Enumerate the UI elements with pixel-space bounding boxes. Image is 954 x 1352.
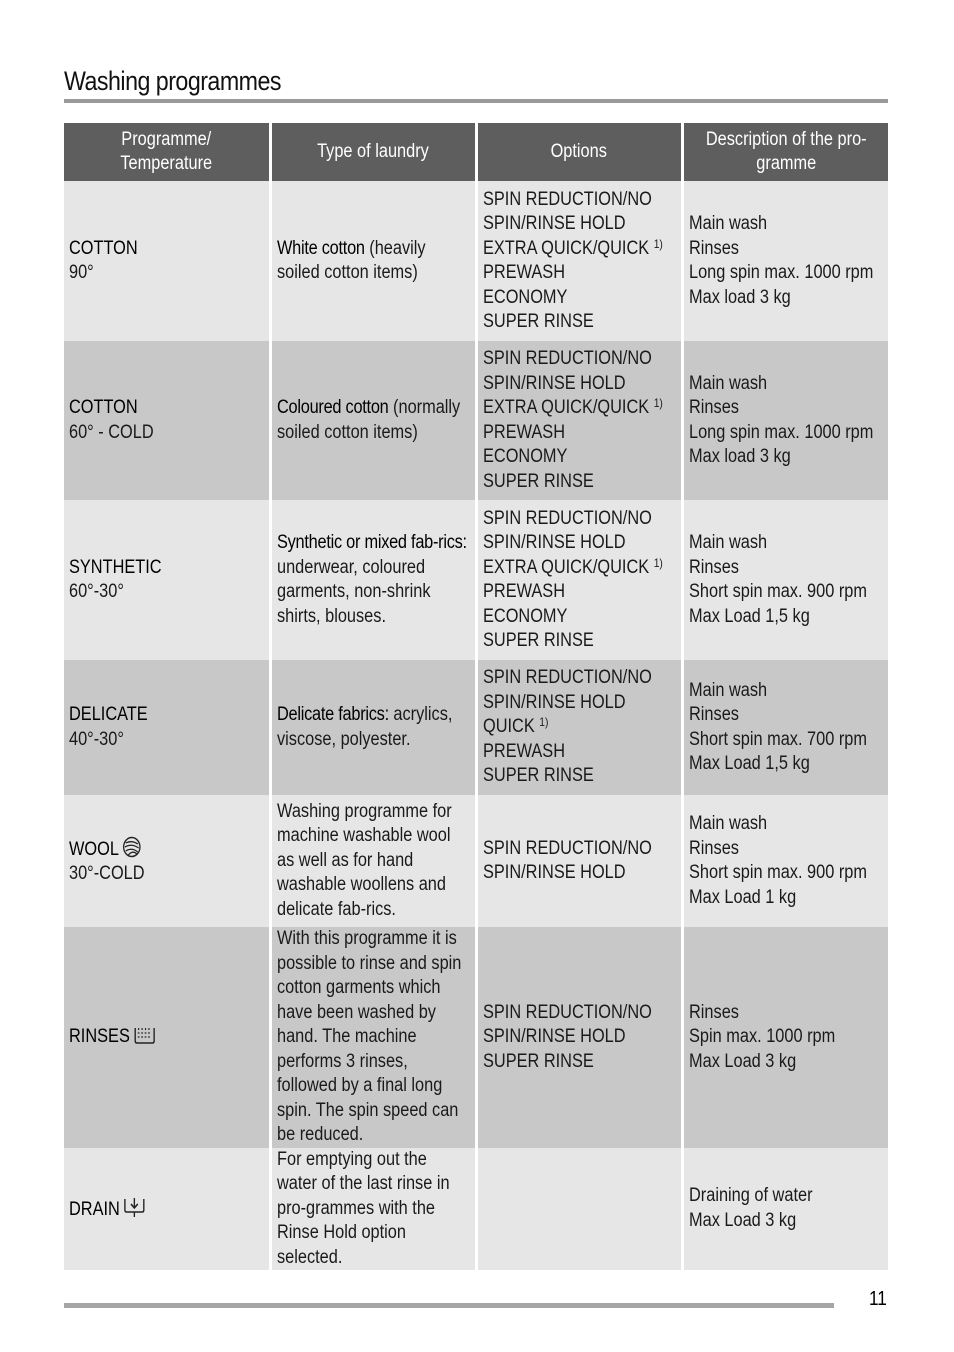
laundry-cell [270, 341, 476, 500]
options-cell [476, 1148, 682, 1271]
laundry-type: Delicate fabrics: [276, 704, 389, 725]
laundry-detail: With this programme it is possible to rinse and spin cotton garments which have been washed by hand. The machine performs 3 rinses, followed by a final long spin. The spin speed can be reduced. [276, 928, 461, 1145]
description-line: Short spin max. 900 rpm [688, 862, 867, 883]
laundry-detail: (normally soiled cotton items) [276, 397, 460, 443]
options-cell [476, 181, 682, 341]
description-line: Rinses [688, 237, 739, 259]
description-line: Draining of water [688, 1185, 813, 1207]
washing-programmes-table [64, 123, 888, 1270]
option-item: SPIN REDUCTION/NO SPIN/RINSE HOLD [482, 1001, 652, 1047]
option-item: EXTRA QUICK/QUICK $^{1)}$ [482, 236, 663, 259]
option-item: SPIN REDUCTION/NO SPIN/RINSE HOLD [482, 188, 652, 234]
option-item: EXTRA QUICK/QUICK $^{1)}$ [482, 555, 663, 578]
table-row [64, 181, 888, 341]
programme-name-line [69, 836, 263, 863]
programme-cell [64, 660, 270, 795]
option-item: PREWASH [482, 262, 565, 283]
description-line: Main wash [688, 679, 767, 701]
option-item: SUPER RINSE [482, 630, 594, 651]
description-line: Max Load 1,5 kg [688, 605, 810, 627]
programme-cell [64, 181, 270, 341]
table-row [64, 1148, 888, 1271]
programme-name: SYNTHETIC [69, 556, 162, 578]
programme-temperature: 60° - COLD [69, 421, 154, 443]
footnote-marker: 1) [653, 396, 663, 410]
description-line: Long spin max. 1000 rpm [688, 421, 873, 443]
laundry-cell [270, 181, 476, 341]
programme-cell [64, 795, 270, 927]
laundry-cell [270, 795, 476, 927]
programme-name: COTTON [69, 237, 138, 259]
option-item: ECONOMY [482, 446, 567, 467]
laundry-detail: (heavily soiled cotton items) [276, 237, 426, 283]
laundry-type: Coloured cotton [276, 397, 389, 418]
description-line: Max Load 1,5 kg [688, 753, 810, 774]
description-line: Rinses [688, 1001, 739, 1023]
laundry-detail: acrylics, viscose, polyester. [276, 704, 452, 750]
laundry-cell [270, 500, 476, 660]
description-cell [682, 500, 888, 660]
option-item: PREWASH [482, 581, 565, 602]
programme-name-line [69, 1025, 263, 1050]
description-line: Max Load 1 kg [688, 886, 796, 908]
description-line: Rinses [688, 556, 739, 578]
header-laundry: Type of laundry [270, 123, 476, 181]
title-divider [64, 99, 888, 103]
option-item: SPIN REDUCTION/NO SPIN/RINSE HOLD [482, 507, 652, 553]
table-header-row [64, 123, 888, 181]
option-item: ECONOMY [482, 286, 567, 308]
description-line: Main wash [688, 213, 767, 234]
footer-divider [64, 1303, 834, 1308]
description-line: Max load 3 kg [688, 286, 791, 308]
programme-name: DRAIN [69, 1198, 120, 1220]
page-title: Washing programmes [64, 66, 281, 96]
header-programme: Programme/ Temperature [64, 123, 270, 181]
options-cell [476, 341, 682, 500]
laundry-cell [270, 927, 476, 1148]
programme-temperature: 60°-30° [69, 581, 124, 602]
table-row [64, 660, 888, 795]
options-cell [476, 660, 682, 795]
table-row [64, 927, 888, 1148]
laundry-detail: underwear, coloured garments, non-shrink shirts, blouses. [276, 556, 430, 627]
description-line: Rinses [688, 837, 739, 859]
programme-name: DELICATE [69, 704, 148, 725]
description-line: Max load 3 kg [688, 446, 791, 467]
description-cell [682, 181, 888, 341]
description-cell [682, 341, 888, 500]
description-line: Rinses [688, 704, 739, 725]
table-row [64, 500, 888, 660]
footnote-marker: 1) [538, 715, 548, 730]
programme-name: COTTON [69, 397, 138, 418]
laundry-cell [270, 1148, 476, 1271]
option-item: SPIN REDUCTION/NO SPIN/RINSE HOLD [482, 348, 652, 394]
description-line: Main wash [688, 532, 767, 553]
programme-cell [64, 341, 270, 500]
drain-icon [123, 1196, 145, 1218]
description-cell [682, 660, 888, 795]
option-item: SUPER RINSE [482, 765, 594, 787]
option-item: PREWASH [482, 421, 565, 443]
description-line: Long spin max. 1000 rpm [688, 262, 873, 283]
programme-cell [64, 1148, 270, 1271]
options-cell [476, 795, 682, 927]
description-line: Short spin max. 900 rpm [688, 581, 867, 602]
description-line: Max Load 3 kg [688, 1209, 796, 1231]
programme-cell [64, 927, 270, 1148]
description-line: Max Load 3 kg [688, 1050, 796, 1072]
option-item: QUICK $^{1)}$ [482, 715, 548, 738]
description-line: Main wash [688, 372, 767, 394]
table-row [64, 795, 888, 927]
programme-name: RINSES [69, 1026, 130, 1047]
rinse-icon [133, 1025, 155, 1045]
option-item: SUPER RINSE [482, 1050, 594, 1072]
description-line: Short spin max. 700 rpm [688, 728, 867, 750]
programme-temperature: 30°-COLD [69, 863, 145, 884]
header-options: Options [476, 123, 682, 181]
description-cell [682, 795, 888, 927]
options-cell [476, 927, 682, 1148]
laundry-type: White cotton [276, 237, 365, 259]
footnote-marker: 1) [653, 236, 663, 251]
description-cell [682, 1148, 888, 1271]
option-item: ECONOMY [482, 605, 567, 627]
laundry-type: Synthetic or mixed fab-rics: [276, 532, 467, 553]
option-item: EXTRA QUICK/QUICK $^{1)}$ [482, 396, 663, 418]
wool-ball-icon [122, 836, 141, 858]
footnote-marker: 1) [653, 555, 663, 570]
option-item: PREWASH [482, 740, 565, 762]
description-line: Main wash [688, 813, 767, 834]
page-number: 11 [869, 1288, 887, 1310]
header-description: Description of the pro-gramme [682, 123, 888, 181]
option-item: SPIN REDUCTION/NO SPIN/RINSE HOLD [482, 667, 652, 713]
programme-name: WOOL [69, 838, 119, 860]
option-item: SUPER RINSE [482, 470, 594, 492]
laundry-cell [270, 660, 476, 795]
programme-cell [64, 500, 270, 660]
option-item: SPIN REDUCTION/NO SPIN/RINSE HOLD [482, 837, 652, 883]
description-line: Rinses [688, 397, 739, 418]
laundry-detail: Washing programme for machine washable wool as well as for hand washable woollens and delicate fab-rics. [276, 800, 452, 920]
programme-temperature: 40°-30° [69, 728, 124, 750]
table-row [64, 341, 888, 500]
options-cell [476, 500, 682, 660]
laundry-detail: For emptying out the water of the last rinse in pro-grammes with the Rinse Hold option selected. [276, 1148, 450, 1268]
programme-name-line [69, 1196, 263, 1223]
description-line: Spin max. 1000 rpm [688, 1026, 835, 1047]
programme-temperature: 90° [69, 262, 94, 283]
option-item: SUPER RINSE [482, 311, 594, 332]
description-cell [682, 927, 888, 1148]
